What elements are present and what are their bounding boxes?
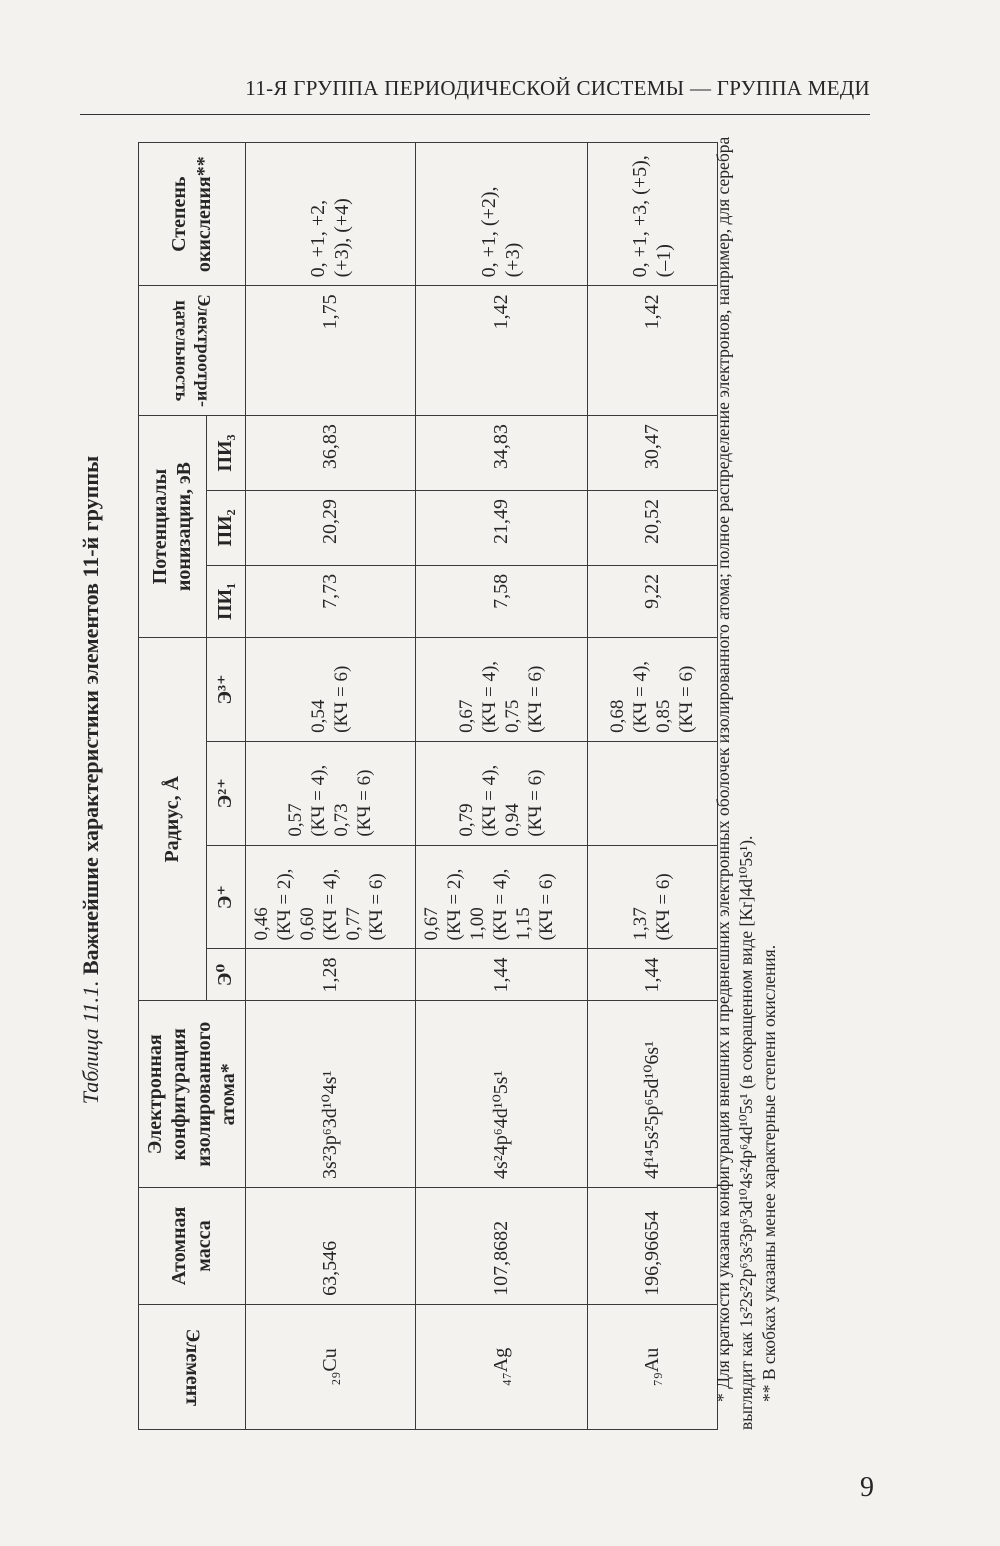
cell-line: 1,00 bbox=[466, 907, 488, 941]
cell-element: ₇₉Au bbox=[587, 1304, 717, 1429]
cell-line: 0,68 bbox=[606, 699, 628, 733]
cell-oxidation bbox=[415, 143, 587, 286]
cell-mass: 196,96654 bbox=[587, 1188, 717, 1305]
cell-line: (КЧ = 4), bbox=[478, 764, 500, 837]
cell-line: 0,73 bbox=[331, 803, 353, 837]
header-oxidation: Степень окисления** bbox=[139, 143, 246, 286]
cell-line: (–1) bbox=[653, 244, 676, 278]
cell-electronegativity: 1,42 bbox=[415, 286, 587, 416]
cell-config: 4s²4p⁶4d¹⁰5s¹ bbox=[415, 1001, 587, 1188]
cell-line: (+3), (+4) bbox=[331, 198, 354, 278]
cell-line: (+3) bbox=[502, 242, 525, 278]
cell-mass: 63,546 bbox=[245, 1188, 415, 1305]
cell-pi2: 21,49 bbox=[415, 491, 587, 566]
cell-element: ₄₇Ag bbox=[415, 1304, 587, 1429]
table-row-au bbox=[587, 143, 717, 1430]
header-ionization: Потенциалы ионизации, эВ bbox=[139, 416, 207, 638]
cell-r3 bbox=[587, 638, 717, 742]
footnote-oxidation: ** В скобках указаны менее характерные степени окисления. bbox=[758, 944, 779, 1402]
header-pi3: ПИ₃ bbox=[206, 416, 245, 491]
cell-r0: 1,44 bbox=[415, 949, 587, 1001]
cell-line: (КЧ = 4), bbox=[320, 868, 342, 941]
cell-line: (КЧ = 6) bbox=[653, 873, 675, 941]
running-head bbox=[0, 0, 1000, 120]
properties-table bbox=[138, 142, 718, 1430]
table-caption-text: Важнейшие характеристики элементов 11-й группы bbox=[78, 455, 103, 976]
cell-r1 bbox=[587, 845, 717, 949]
cell-line: 0, +1, (+2), bbox=[477, 186, 500, 278]
cell-pi2: 20,52 bbox=[587, 491, 717, 566]
footnotes bbox=[712, 130, 780, 1430]
cell-pi3: 36,83 bbox=[245, 416, 415, 491]
cell-pi3: 30,47 bbox=[587, 416, 717, 491]
cell-line: (КЧ = 6) bbox=[536, 873, 558, 941]
running-head-title: 11-Я ГРУППА ПЕРИОДИЧЕСКОЙ СИСТЕМЫ — ГРУППА МЕДИ bbox=[245, 76, 870, 100]
cell-mass: 107,8682 bbox=[415, 1188, 587, 1305]
cell-line: 0,54 bbox=[307, 699, 329, 733]
cell-line: 0,57 bbox=[284, 803, 306, 837]
cell-electronegativity: 1,42 bbox=[587, 286, 717, 416]
cell-r1 bbox=[245, 845, 415, 949]
cell-electronegativity: 1,75 bbox=[245, 286, 415, 416]
cell-line: (КЧ = 4), bbox=[478, 660, 500, 733]
cell-line: (КЧ = 6) bbox=[366, 873, 388, 941]
header-element: Элемент bbox=[139, 1304, 246, 1429]
header-mass: Атомная масса bbox=[139, 1188, 246, 1305]
cell-line: (КЧ = 4), bbox=[490, 868, 512, 941]
cell-line: 1,37 bbox=[629, 907, 651, 941]
cell-r3 bbox=[415, 638, 587, 742]
cell-config: 4f¹⁴5s²5p⁶5d¹⁰6s¹ bbox=[587, 1001, 717, 1188]
cell-line: 0,79 bbox=[455, 803, 477, 837]
cell-r1 bbox=[415, 845, 587, 949]
page-number: 9 bbox=[860, 1472, 874, 1503]
cell-line: (КЧ = 2), bbox=[273, 868, 295, 941]
cell-element: ₂₉Cu bbox=[245, 1304, 415, 1429]
header-r0: Э⁰ bbox=[206, 949, 245, 1001]
header-pi2: ПИ₂ bbox=[206, 491, 245, 566]
cell-line: 0,75 bbox=[502, 699, 524, 733]
cell-line: 0,94 bbox=[502, 803, 524, 837]
cell-r2 bbox=[587, 741, 717, 845]
cell-line: 0,67 bbox=[420, 907, 442, 941]
header-radius: Радиус, Å bbox=[139, 638, 207, 1001]
table-caption bbox=[78, 130, 104, 1430]
header-r3: Э³⁺ bbox=[206, 638, 245, 742]
cell-r2 bbox=[245, 741, 415, 845]
cell-line: 0,85 bbox=[653, 699, 675, 733]
cell-pi1: 7,73 bbox=[245, 565, 415, 637]
cell-pi3: 34,83 bbox=[415, 416, 587, 491]
header-config: Электронная конфигурация изолированного атома* bbox=[139, 1001, 246, 1188]
cell-line: 0,60 bbox=[296, 907, 318, 941]
cell-line: 0, +1, +2, bbox=[306, 199, 329, 278]
cell-line: (КЧ = 6) bbox=[525, 665, 547, 733]
cell-r3 bbox=[245, 638, 415, 742]
header-pi1: ПИ₁ bbox=[206, 565, 245, 637]
cell-line: 0,77 bbox=[343, 907, 365, 941]
cell-line: (КЧ = 6) bbox=[525, 769, 547, 837]
header-r1: Э⁺ bbox=[206, 845, 245, 949]
cell-line: (КЧ = 6) bbox=[331, 665, 353, 733]
cell-pi1: 9,22 bbox=[587, 565, 717, 637]
cell-oxidation bbox=[587, 143, 717, 286]
cell-config: 3s²3p⁶3d¹⁰4s¹ bbox=[245, 1001, 415, 1188]
cell-line: (КЧ = 4), bbox=[629, 660, 651, 733]
table-row-ag bbox=[415, 143, 587, 1430]
table-caption-label: Таблица 11.1. bbox=[78, 980, 103, 1105]
header-row-1 bbox=[139, 143, 207, 1430]
cell-line: 1,15 bbox=[513, 907, 535, 941]
cell-pi1: 7,58 bbox=[415, 565, 587, 637]
footnote-config: * Для краткости указана конфигурация внешних и предвнешних электронных оболочек изолированного атома; полное распределение электронов, например, для серебра выглядит как 1s²2s²2p⁶3s²3p⁶3d¹⁰4s²4p⁶4d¹⁰5s¹ (в сокращенном виде [Kr]4d¹⁰5s¹). bbox=[713, 136, 756, 1430]
cell-line: (КЧ = 2), bbox=[443, 868, 465, 941]
cell-r0: 1,28 bbox=[245, 949, 415, 1001]
header-r2: Э²⁺ bbox=[206, 741, 245, 845]
cell-r0: 1,44 bbox=[587, 949, 717, 1001]
cell-line: (КЧ = 6) bbox=[354, 769, 376, 837]
cell-r2 bbox=[415, 741, 587, 845]
cell-oxidation bbox=[245, 143, 415, 286]
running-head-rule bbox=[80, 114, 870, 115]
cell-line: 0,67 bbox=[455, 699, 477, 733]
cell-line: 0,46 bbox=[250, 907, 272, 941]
cell-line: 0, +1, +3, (+5), bbox=[628, 155, 651, 278]
table-row-cu bbox=[245, 143, 415, 1430]
rotated-table-block bbox=[50, 130, 820, 1430]
cell-line: (КЧ = 4), bbox=[307, 764, 329, 837]
cell-line: (КЧ = 6) bbox=[676, 665, 698, 733]
cell-pi2: 20,29 bbox=[245, 491, 415, 566]
header-electronegativity: Электроотри-цательность bbox=[139, 286, 246, 416]
